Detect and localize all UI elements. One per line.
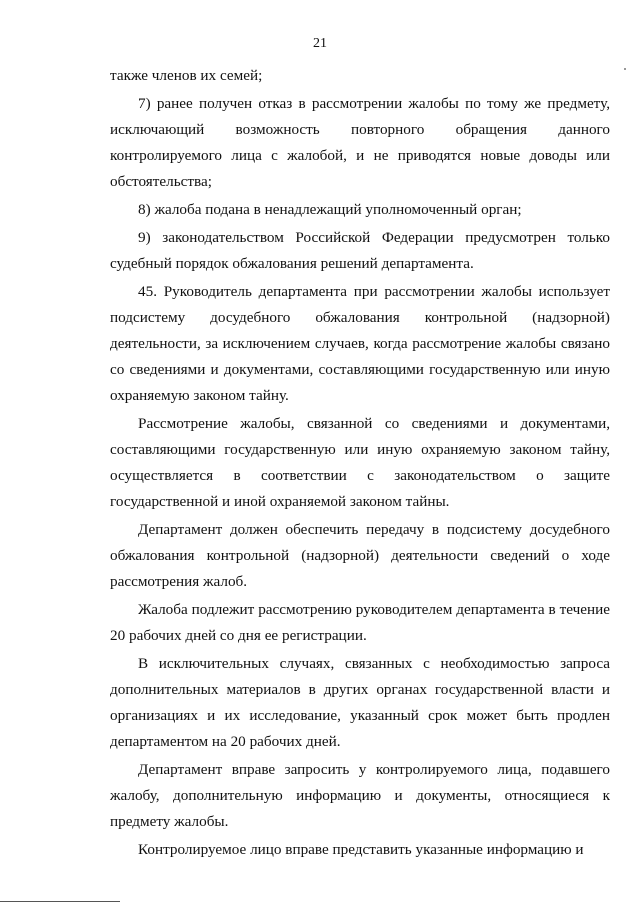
paragraph-provide-info: Контролируемое лицо вправе представить указанные информацию и: [138, 841, 584, 858]
paragraph-review-term: Жалоба подлежит рассмотрению руководителем департамента в течение 20 рабочих дней со дня ее регистрации.: [110, 601, 610, 644]
paragraph-subsystem-transfer: Департамент должен обеспечить передачу в подсистему досудебного обжалования контрольной (надзорной) деятельности сведений о ходе рассмотрения жалоб.: [110, 521, 610, 590]
bottom-rule: [0, 901, 120, 902]
paragraph-secret-info: Рассмотрение жалобы, связанной со сведениями и документами, составляющими государственную или иную охраняемую законом тайну, осуществляется в соответствии с законодательством о защите государственной и иной охраняемой законом тайны.: [110, 415, 610, 510]
paragraph-item-9: 9) законодательством Российской Федерации предусмотрен только судебный порядок обжалования решений департамента.: [110, 229, 610, 272]
paragraph-clause-45: 45. Руководитель департамента при рассмотрении жалобы использует подсистему досудебного обжалования контрольной (надзорной) деятельности, за исключением случаев, когда рассмотрение жалобы связано со сведениями и документами, составляющими государственную или иную охраняемую законом тайну.: [110, 283, 610, 404]
document-body: [110, 63, 610, 863]
paragraph-request-info: Департамент вправе запросить у контролируемого лица, подавшего жалобу, дополнительную информацию и документы, относящиеся к предмету жалобы.: [110, 761, 610, 830]
page-number: 21: [313, 36, 327, 51]
paragraph-term-extension: В исключительных случаях, связанных с необходимостью запроса дополнительных материалов в других органах государственной власти и организациях и их исследование, указанный срок может быть продлен департаментом на 20 рабочих дней.: [110, 655, 610, 750]
paragraph-item-8: 8) жалоба подана в ненадлежащий уполномоченный орган;: [138, 201, 522, 218]
scan-mark: [624, 68, 626, 70]
paragraph-item-7: 7) ранее получен отказ в рассмотрении жалобы по тому же предмету, исключающий возможность повторного обращения данного контролируемого лица с жалобой, и не приводятся новые доводы или обстоятельства;: [110, 95, 610, 190]
paragraph-continuation: также членов их семей;: [110, 67, 263, 84]
